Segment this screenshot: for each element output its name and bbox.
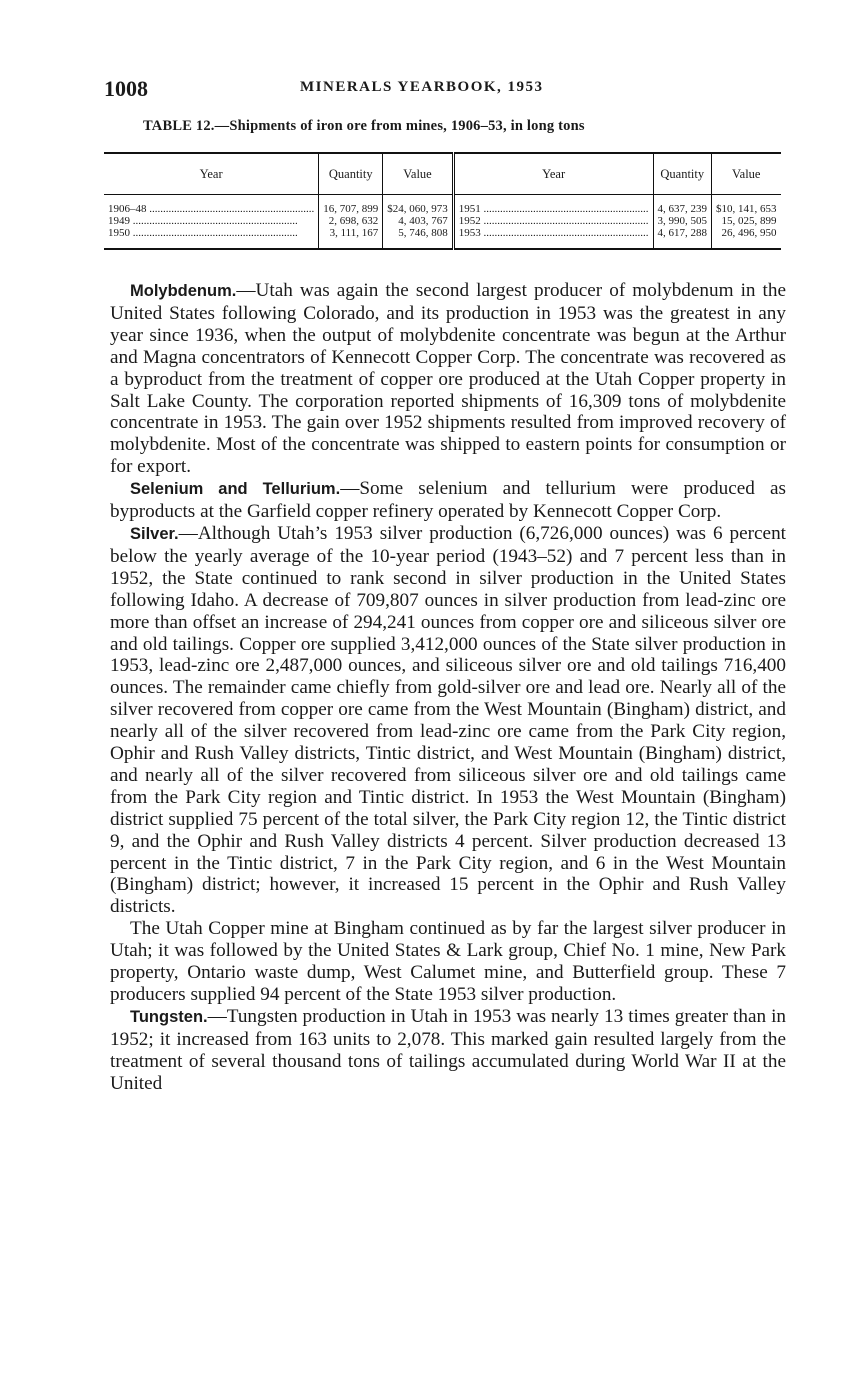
table-header-row bbox=[104, 153, 781, 195]
col-header-value-2: Value bbox=[712, 153, 781, 195]
paragraph-text: —Utah was again the second largest producer of molybdenum in the United States following Colorado, and its production in 1953 was the greatest in any year since 1936, when the output of molybdenite concentrate was begun at the Arthur and Magna concentrators of Kennecott Copper Corp. The concentrate was recovered as a byproduct from the treatment of copper ore produced at the Utah Copper property in Salt Lake County. The corporation reported shipments of 16,309 tons of molybdenite concentrate in 1953. The gain over 1952 shipments resulted from improved recovery of molybdenite. Most of the concentrate was shipped to eastern points for consumption or for export. bbox=[110, 280, 786, 478]
year-1953: 1953 ............................................................ bbox=[458, 227, 649, 239]
run-in-heading: Molybdenum. bbox=[130, 282, 237, 300]
running-title: MINERALS YEARBOOK, 1953 bbox=[300, 79, 544, 95]
col-header-year: Year bbox=[104, 153, 319, 195]
left-value-cell bbox=[383, 195, 454, 250]
quantity-1906-48: 16, 707, 899 bbox=[323, 203, 379, 215]
paragraph-selenium-tellurium bbox=[110, 478, 786, 523]
quantity-1951: 4, 637, 239 bbox=[657, 203, 707, 215]
iron-ore-table bbox=[104, 152, 777, 250]
page-number: 1008 bbox=[104, 76, 148, 101]
value-1949: 4, 403, 767 bbox=[398, 215, 448, 227]
year-1951: 1951 ............................................................ bbox=[458, 203, 649, 215]
right-value-cell bbox=[712, 195, 781, 250]
quantity-1949: 2, 698, 632 bbox=[328, 215, 379, 227]
col-header-value: Value bbox=[383, 153, 454, 195]
paragraph-text: —Although Utah’s 1953 silver production (6,726,000 ounces) was 6 percent below the yearly average of the 10-year period (1943–52) and 7 percent less than in 1952, the State continued to rank second in silver production in the United States following Idaho. A decrease of 709,807 ounces in silver production from lead-zinc ore more than offset an increase of 294,241 ounces from copper ore and siliceous silver ore and old tailings. Copper ore supplied 3,412,000 ounces of the State silver production in 1953, lead-zinc ore 2,487,000 ounces, and siliceous silver ore and old tailings 716,400 ounces. The remainder came chiefly from gold-silver ore and lead ore. Nearly all of the silver recovered from copper ore came from the West Mountain (Bingham) district, and nearly all of the silver recovered from lead-zinc ore came from the Park City region, Ophir and Rush Valley districts, Tintic district, and West Mountain (Bingham) district, and nearly all of the silver recovered from siliceous silver ore and old tailings came from the Park City region and Tintic district. In 1953 the West Mountain (Bingham) district supplied 75 percent of the total silver, the Park City region 12, the Tintic district 9, and the Ophir and Rush Valley districts 4 percent. Silver production decreased 13 percent in the Tintic district, 7 in the Park City region, and 6 in the West Mountain (Bingham) district; however, it increased 15 percent in the Ophir and Rush Valley districts. bbox=[110, 522, 786, 918]
col-header-year-2: Year bbox=[453, 153, 653, 195]
paragraph-silver bbox=[110, 523, 786, 918]
paragraph-utah-copper bbox=[110, 918, 786, 1006]
page-header bbox=[104, 76, 774, 106]
table-caption: TABLE 12.—Shipments of iron ore from mines, 1906–53, in long tons bbox=[143, 118, 585, 134]
paragraph-text: —Some selenium and tellurium were produced as byproducts at the Garfield copper refinery operated by Kennecott Copper Corp. bbox=[110, 478, 786, 523]
quantity-1953: 4, 617, 288 bbox=[657, 227, 707, 239]
year-1906-48: 1906–48 ............................................................ bbox=[108, 203, 315, 215]
left-year-cell bbox=[104, 195, 319, 250]
paragraph-molybdenum bbox=[110, 280, 786, 478]
quantity-1952: 3, 990, 505 bbox=[657, 215, 707, 227]
paragraph-text: —Tungsten production in Utah in 1953 was nearly 13 times greater than in 1952; it increased from 163 units to 2,078. This marked gain resulted largely from the treatment of several thousand tons of tailings accumulated during World War II at the United bbox=[110, 1005, 786, 1094]
table-row bbox=[104, 195, 781, 250]
value-1950: 5, 746, 808 bbox=[398, 227, 448, 239]
col-header-quantity-2: Quantity bbox=[653, 153, 712, 195]
run-in-heading: Tungsten. bbox=[130, 1007, 208, 1026]
value-1951: $10, 141, 653 bbox=[716, 203, 777, 215]
value-1952: 15, 025, 899 bbox=[721, 215, 777, 227]
quantity-1950: 3, 111, 167 bbox=[329, 227, 379, 239]
year-1949: 1949 ............................................................ bbox=[108, 215, 298, 227]
paragraph-text: The Utah Copper mine at Bingham continued as by far the largest silver producer in Utah; it was followed by the United States & Lark group, Chief No. 1 mine, New Park property, Ontario waste dump, West Calumet mine, and Butterfield group. These 7 producers supplied 94 percent of the State 1953 silver production. bbox=[110, 918, 786, 1005]
year-1950: 1950 ............................................................ bbox=[108, 227, 298, 239]
year-1952: 1952 ............................................................ bbox=[458, 215, 649, 227]
right-quantity-cell bbox=[653, 195, 712, 250]
run-in-heading: Selenium and Tellurium. bbox=[130, 480, 341, 499]
paragraph-tungsten bbox=[110, 1006, 786, 1095]
col-header-quantity: Quantity bbox=[319, 153, 383, 195]
value-1953: 26, 496, 950 bbox=[721, 227, 777, 239]
body-text bbox=[110, 280, 786, 1095]
right-year-cell bbox=[453, 195, 653, 250]
value-1906-48: $24, 060, 973 bbox=[387, 203, 448, 215]
left-quantity-cell bbox=[319, 195, 383, 250]
run-in-heading: Silver. bbox=[130, 524, 179, 543]
